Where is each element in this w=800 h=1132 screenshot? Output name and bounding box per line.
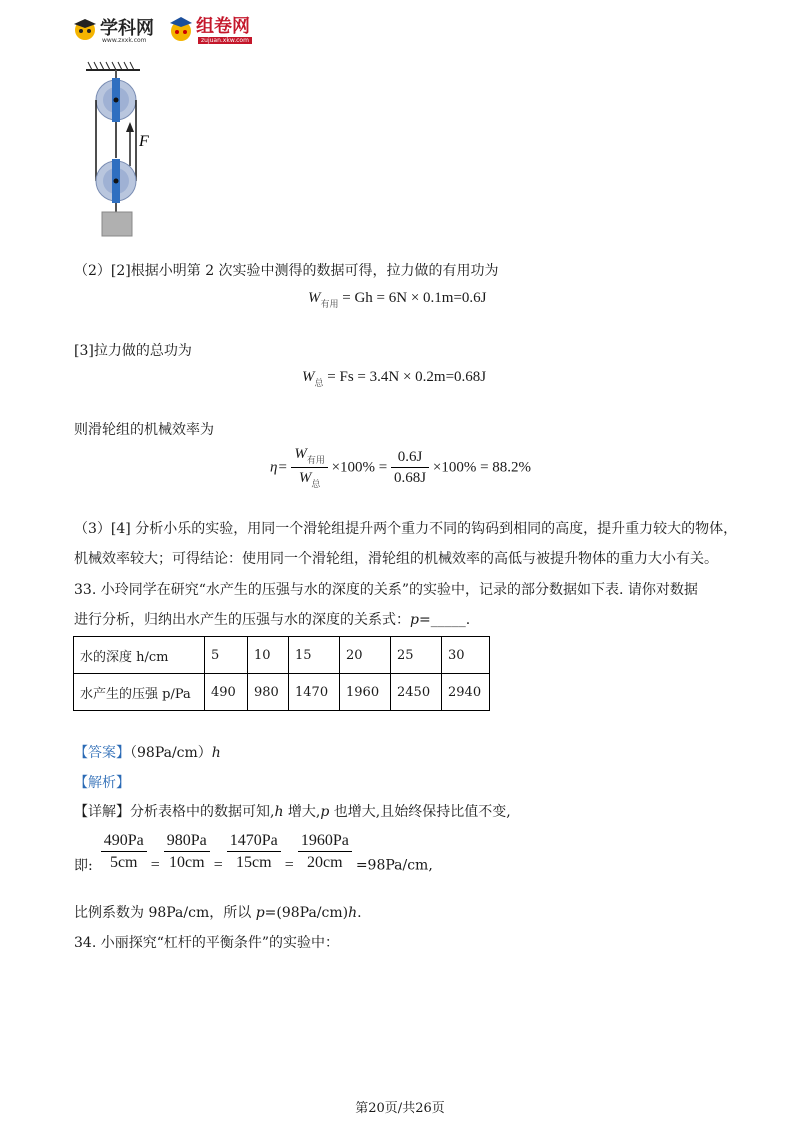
table-cell: 2450 xyxy=(391,674,442,711)
eq3-num2: 0.6J xyxy=(391,449,429,468)
answer-var: h xyxy=(211,745,221,761)
ratio-fraction-2 xyxy=(164,832,210,872)
detail-var-p: p xyxy=(320,804,330,820)
answer-value: （98Pa/cm） xyxy=(130,745,212,761)
upper-pulley xyxy=(96,78,136,122)
eq3-num-sub: 有用 xyxy=(306,455,325,465)
table-cell: 5 xyxy=(205,637,248,674)
table-cell: 490 xyxy=(205,674,248,711)
table-cell: 10 xyxy=(248,637,289,674)
eq3-den: W xyxy=(298,470,312,486)
ratio-result: =98Pa/cm, xyxy=(355,857,433,874)
ratio-den-4: 20cm xyxy=(307,854,343,871)
table-cell: 20 xyxy=(340,637,391,674)
conclusion-text-c: . xyxy=(357,905,362,921)
eq3-tail: ×100% = 88.2% xyxy=(432,459,532,476)
table-cell: 2940 xyxy=(442,674,490,711)
detail-text-c: 也增大,且始终保持比值不变, xyxy=(329,804,511,820)
ratio-prefix: 即: xyxy=(74,857,93,874)
conclusion-line xyxy=(74,902,362,924)
q33-line2-var: p xyxy=(410,612,419,628)
conclusion-text-b: =(98Pa/cm) xyxy=(264,905,349,921)
q34-line1: 34. 小丽探究“杠杆的平衡条件”的实验中： xyxy=(74,935,340,951)
detail-text-a: 分析表格中的数据可知, xyxy=(130,804,275,820)
ceiling-hatch xyxy=(86,62,140,70)
ratio-num-2: 980Pa xyxy=(164,832,210,852)
page-number: 第20页/共26页 xyxy=(355,1101,445,1116)
q32-part3-line2: 机械效率较大；可得结论：使用同一个滑轮组，滑轮组的机械效率的高低与被提升物体的重力大小有关。 xyxy=(74,551,718,567)
logo-zujuanwang-sub: zujuan.xkw.com xyxy=(198,37,252,44)
table-row xyxy=(74,637,490,674)
analysis-tag: 【解析】 xyxy=(74,775,130,791)
ratio-eq-3: = xyxy=(284,856,294,874)
conclusion-text-a: 比例系数为 98Pa/cm，所以 xyxy=(74,905,256,921)
ratio-den-2: 10cm xyxy=(168,854,205,871)
ratio-fraction-4 xyxy=(298,832,352,872)
eq3-fraction-1 xyxy=(291,446,328,490)
eq1-rhs: = Gh = 6N × 0.1m=0.6J xyxy=(338,290,487,306)
ratio-fraction-3 xyxy=(227,832,281,872)
answer-line xyxy=(74,742,221,764)
q33-line2 xyxy=(74,609,470,631)
eq1-lhs: W xyxy=(308,290,321,306)
ratio-num-4: 1960Pa xyxy=(298,832,352,852)
q33-line2-text: 进行分析，归纳出水产生的压强与水的深度的关系式： xyxy=(74,612,410,628)
answer-tag: 【答案】 xyxy=(74,745,130,761)
ratio-eq-2: = xyxy=(213,856,223,874)
logo-zujuanwang-icon xyxy=(168,14,194,44)
q32-part2-intro: （2）[2]根据小明第 2 次实验中测得的数据可得，拉力做的有用功为 xyxy=(74,263,499,279)
table-cell: 水的深度 h/cm xyxy=(74,637,205,674)
eq3-eta: η= xyxy=(270,459,288,476)
hanging-weight xyxy=(102,212,132,236)
header-logos xyxy=(72,12,272,48)
force-label: F xyxy=(139,133,149,150)
table-cell: 水产生的压强 p/Pa xyxy=(74,674,205,711)
efficiency-intro: 则滑轮组的机械效率为 xyxy=(74,422,214,438)
eq3-times1: ×100% = xyxy=(331,459,388,476)
q33-line2-blank: =_____. xyxy=(418,612,471,628)
data-table xyxy=(73,636,490,711)
eq2-rhs: = Fs = 3.4N × 0.2m=0.68J xyxy=(323,369,487,385)
table-cell: 25 xyxy=(391,637,442,674)
q32-part3-label: [3]拉力做的总功为 xyxy=(74,343,192,359)
logo-xuekewang-text: 学科网 xyxy=(100,18,154,39)
equation-efficiency xyxy=(270,446,531,490)
ratio-num-3: 1470Pa xyxy=(227,832,281,852)
equation-useful-work xyxy=(308,290,487,310)
detail-tag: 【详解】 xyxy=(74,804,130,820)
logo-zujuanwang-text: 组卷网 xyxy=(196,16,250,37)
ratio-fraction-1 xyxy=(101,832,147,872)
eq3-den-sub: 总 xyxy=(311,479,321,489)
conclusion-var-p: p xyxy=(255,905,265,921)
ratio-num-1: 490Pa xyxy=(101,832,147,852)
eq3-num: W xyxy=(294,446,307,462)
eq2-lhs-sub: 总 xyxy=(314,378,324,388)
ratio-line xyxy=(74,832,433,875)
table-row xyxy=(74,674,490,711)
table-cell: 980 xyxy=(248,674,289,711)
eq2-lhs: W xyxy=(302,369,315,385)
ratio-eq-1: = xyxy=(150,856,160,874)
logo-xuekewang-url: www.zxxk.com xyxy=(102,37,147,44)
equation-total-work xyxy=(302,369,486,389)
eq3-den2: 0.68J xyxy=(394,470,427,486)
detail-var-h: h xyxy=(274,804,284,820)
pulley-diagram xyxy=(84,58,164,242)
table-cell: 1470 xyxy=(289,674,340,711)
detail-text-b: 增大, xyxy=(283,804,321,820)
q32-part3-line1: （3）[4] 分析小乐的实验，用同一个滑轮组提升两个重力不同的钩码到相同的高度，提升重力较大的物体， xyxy=(74,521,738,537)
table-cell: 30 xyxy=(442,637,490,674)
logo-xuekewang-icon xyxy=(72,16,98,42)
q33-line1: 33. 小玲同学在研究“水产生的压强与水的深度的关系”的实验中，记录的部分数据如下表. 请你对数据 xyxy=(74,582,698,598)
eq1-lhs-sub: 有用 xyxy=(320,299,339,309)
ratio-den-1: 5cm xyxy=(109,854,138,871)
ratio-den-3: 15cm xyxy=(236,854,272,871)
eq3-fraction-2 xyxy=(391,449,429,487)
detail-line xyxy=(74,801,511,823)
conclusion-var-h: h xyxy=(348,905,358,921)
table-cell: 1960 xyxy=(340,674,391,711)
table-cell: 15 xyxy=(289,637,340,674)
